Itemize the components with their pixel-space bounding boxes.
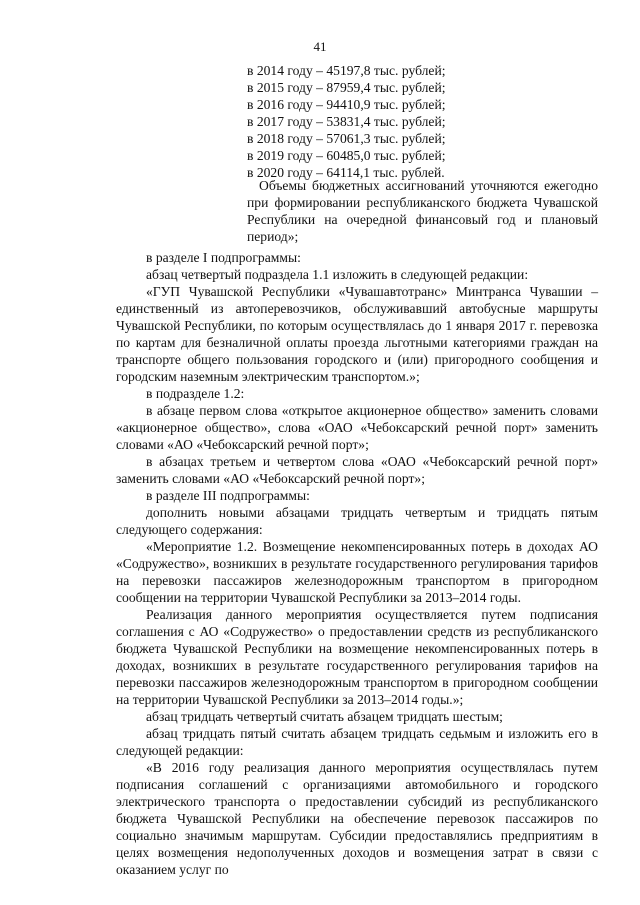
paragraph: в подразделе 1.2: <box>146 386 245 401</box>
page-number: 41 <box>313 39 327 54</box>
document-body <box>116 249 598 878</box>
paragraph: «Мероприятие 1.2. Возмещение некомпенсированных потерь в доходах АО «Содружество», возникших в результате государственного регулирования тарифов на перевозки пассажиров железнодорожным транспортом в пригородном сообщении на территории Чувашской Республики за 2013–2014 годы. <box>116 539 598 605</box>
paragraph: абзац четвертый подраздела 1.1 изложить в следующей редакции: <box>146 267 529 282</box>
paragraph: «В 2016 году реализация данного мероприятия осуществлялась путем подписания соглашений с организациями автомобильного и городского электрического транспорта о предоставлении субсидий из республиканского бюджета Чувашской Республики на обеспечение перевозок пассажиров по социально значимым маршрутам. Субсидии предоставлялись предприятиям в целях возмещения недополученных доходов и возмещения затрат в связи с оказанием услуг по <box>116 760 598 877</box>
paragraph: в разделе I подпрограммы: <box>146 250 301 265</box>
funding-amount-2015: в 2015 году – 87959,4 тыс. рублей; <box>247 80 446 95</box>
funding-amount-2020: в 2020 году – 64114,1 тыс. рублей. <box>247 165 445 180</box>
funding-amount-2018: в 2018 году – 57061,3 тыс. рублей; <box>247 131 446 146</box>
paragraph: Реализация данного мероприятия осуществляется путем подписания соглашения с АО «Содружество» о предоставлении средств из республиканского бюджета Чувашской Республики на возмещение некомпенсированных потерь в доходах, возникших в результате государственного регулирования тарифов на перевозки пассажиров железнодорожным транспортом в пригородном сообщении на территории Чувашской Республики за 2013–2014 годы.»; <box>116 607 598 707</box>
funding-amounts-list <box>247 62 607 181</box>
paragraph: «ГУП Чувашской Республики «Чувашавтотранс» Минтранса Чувашии – единственный из автоперевозчиков, обслуживавший автобусные маршруты Чувашской Республики, по которым осуществлялась до 1 января 2017 г. перевозка по картам для безналичной оплаты проезда льготными категориями граждан на транспорте общего пользования городского и (или) пригородного сообщения и городским наземным электрическим транспортом.»; <box>116 284 598 384</box>
paragraph: дополнить новыми абзацами тридцать четвертым и тридцать пятым следующего содержания: <box>116 505 598 537</box>
funding-amount-2019: в 2019 году – 60485,0 тыс. рублей; <box>247 148 446 163</box>
funding-amount-2014: в 2014 году – 45197,8 тыс. рублей; <box>247 63 446 78</box>
paragraph: в абзаце первом слова «открытое акционерное общество» заменить словами «акционерное общество», слова «ОАО «Чебоксарский речной порт» заменить словами «АО «Чебоксарский речной порт»; <box>116 403 598 452</box>
paragraph: абзац тридцать четвертый считать абзацем тридцать шестым; <box>146 709 503 724</box>
paragraph: в разделе III подпрограммы: <box>146 488 310 503</box>
funding-amount-2016: в 2016 году – 94410,9 тыс. рублей; <box>247 97 446 112</box>
funding-amount-2017: в 2017 году – 53831,4 тыс. рублей; <box>247 114 446 129</box>
paragraph: абзац тридцать пятый считать абзацем тридцать седьмым и изложить его в следующей редакции: <box>116 726 598 758</box>
paragraph: в абзацах третьем и четвертом слова «ОАО «Чебоксарский речной порт» заменить словами «АО «Чебоксарский речной порт»; <box>116 454 598 486</box>
funding-note: Объемы бюджетных ассигнований уточняются ежегодно при формировании республиканского бюджета Чувашской Республики на очередной финансовый год и плановый период»; <box>247 178 598 244</box>
